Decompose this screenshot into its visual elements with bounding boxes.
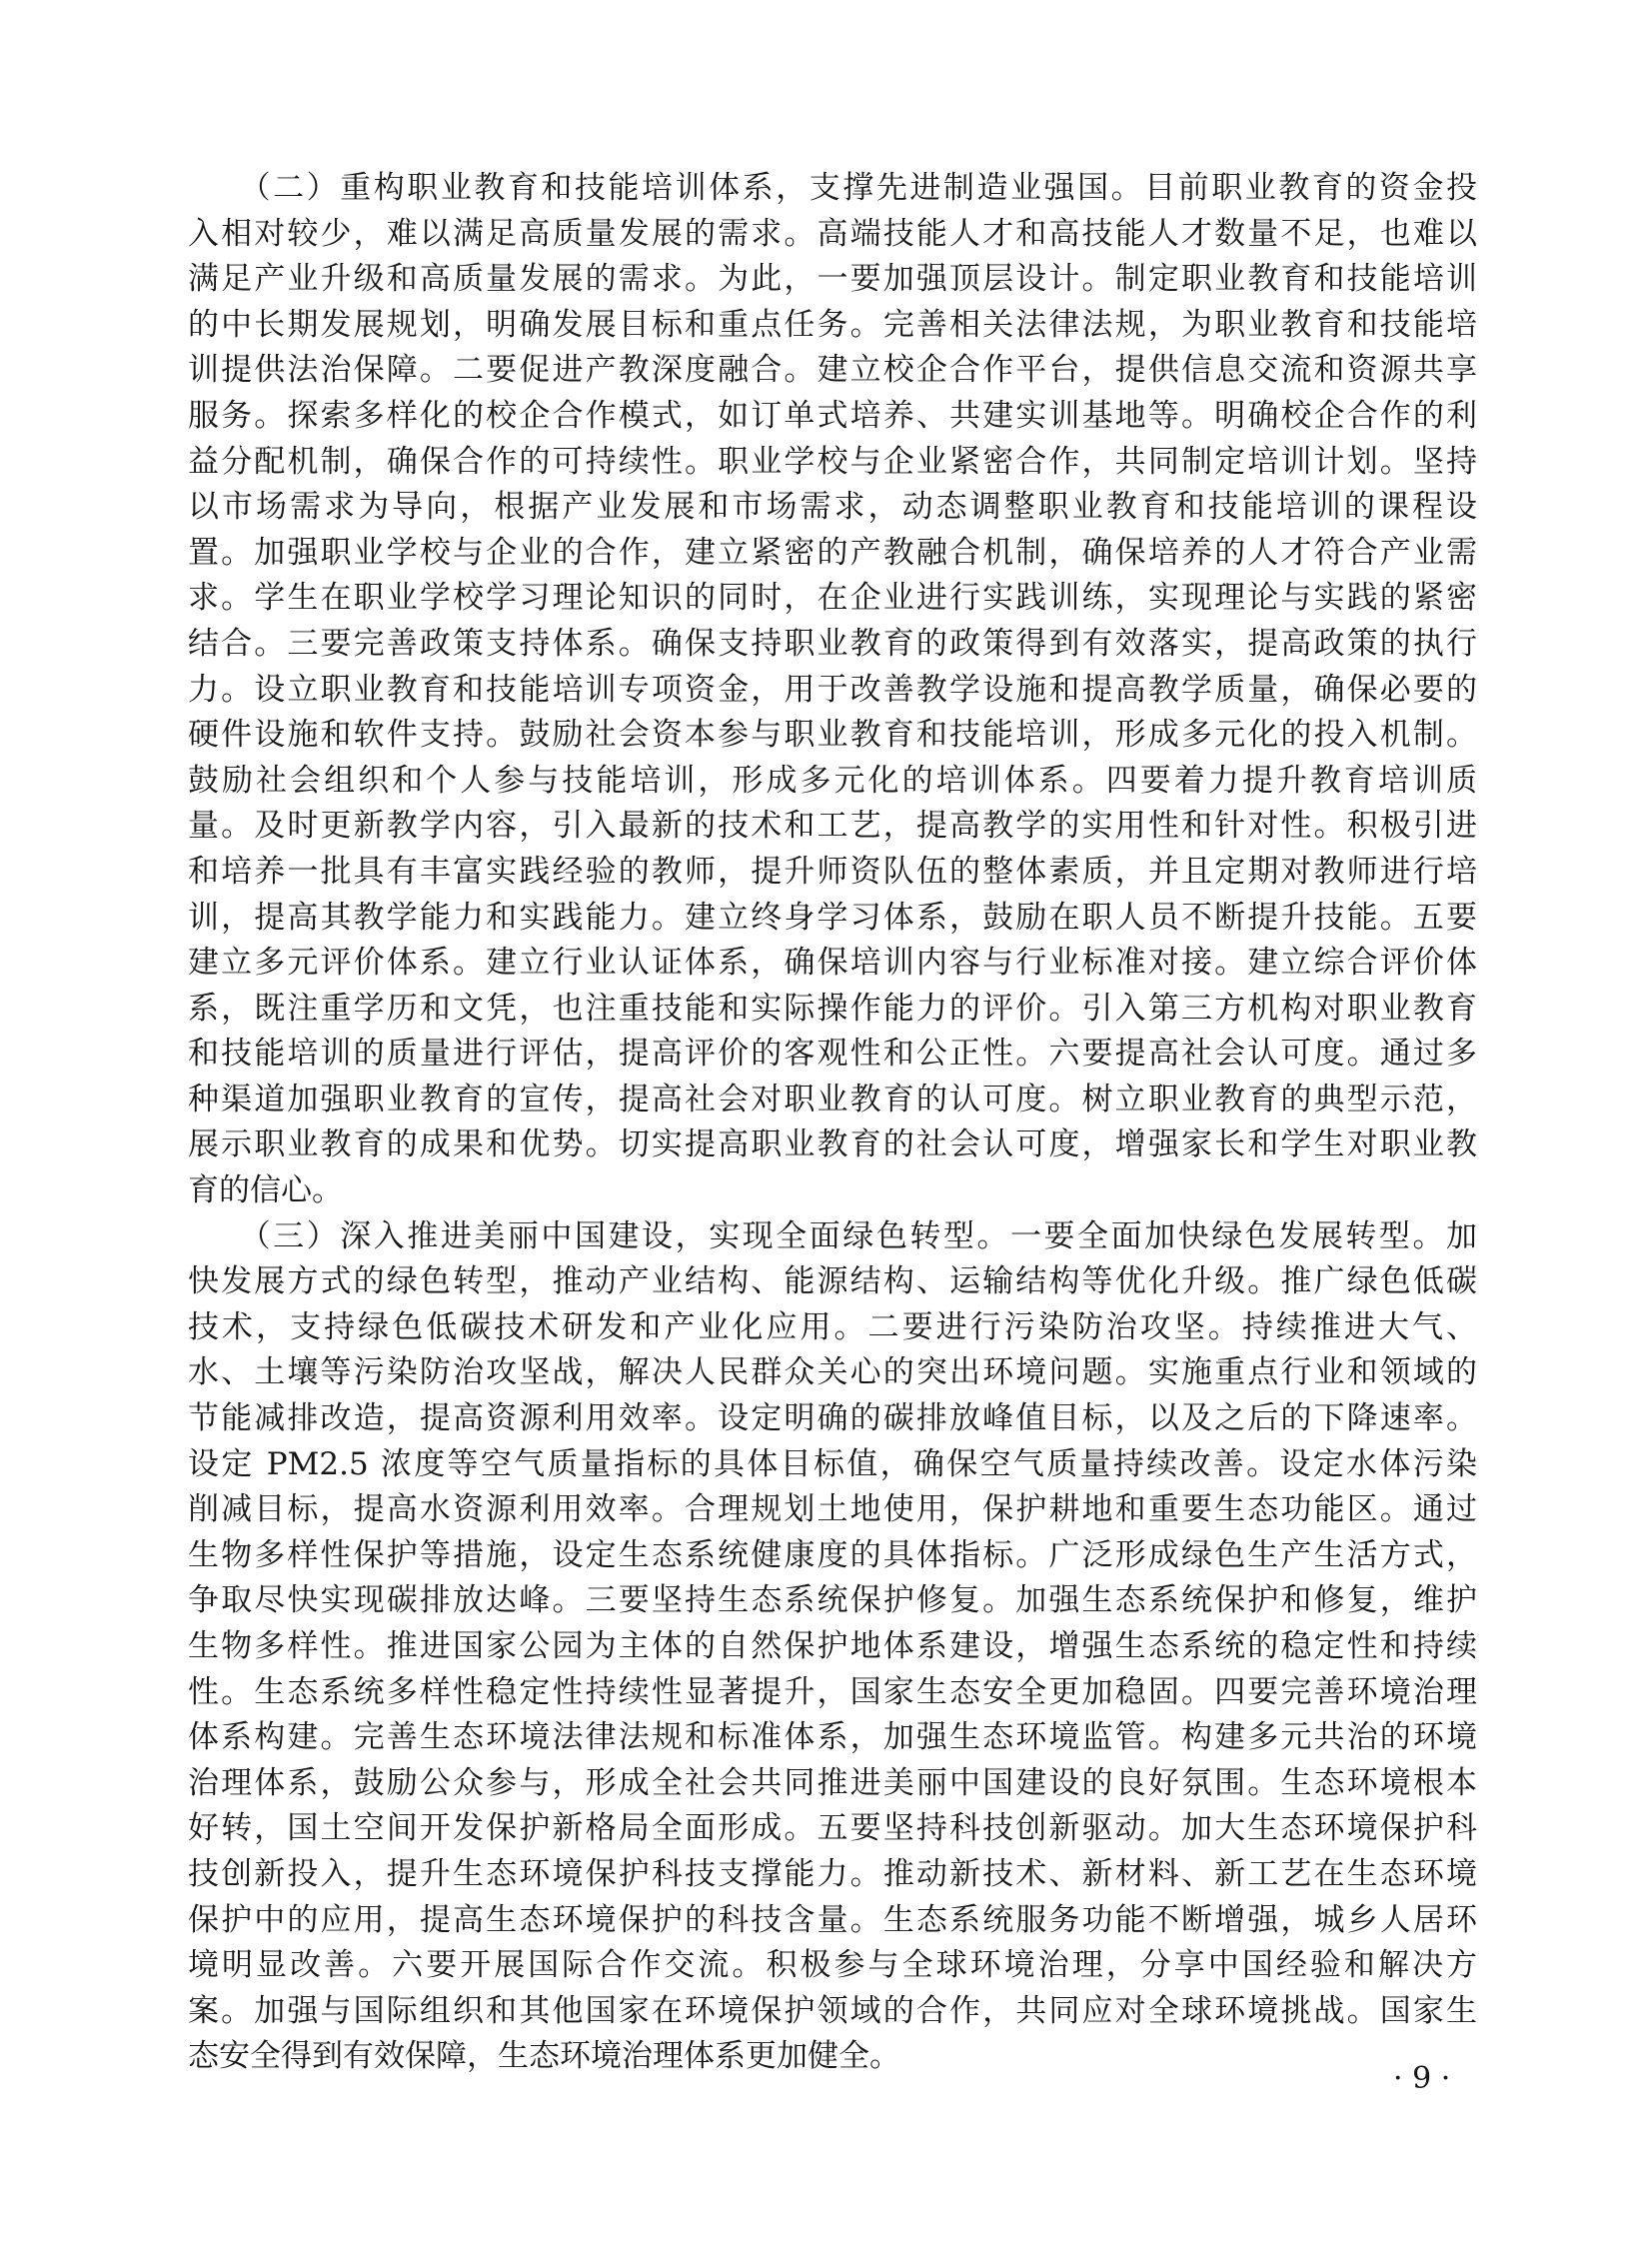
- text-line: 力。设立职业教育和技能培训专项资金，用于改善教学设施和提高教学质量，确保必要的: [188, 671, 1477, 708]
- text-line: 好转，国土空间开发保护新格局全面形成。五要坚持科技创新驱动。加大生态环境保护科: [188, 1810, 1477, 1847]
- text-line: 建立多元评价体系。建立行业认证体系，确保培训内容与行业标准对接。建立综合评价体: [188, 945, 1477, 982]
- text-line: 体系构建。完善生态环境法律法规和标准体系，加强生态环境监管。构建多元共治的环境: [188, 1719, 1477, 1756]
- text-line: 展示职业教育的成果和优势。切实提高职业教育的社会认可度，增强家长和学生对职业教: [188, 1126, 1477, 1163]
- text-line: 水、土壤等污染防治攻坚战，解决人民群众关心的突出环境问题。实施重点行业和领域的: [188, 1354, 1477, 1391]
- text-line: （三）深入推进美丽中国建设，实现全面绿色转型。一要全面加快绿色发展转型。加: [188, 1217, 1477, 1254]
- text-line: 系，既注重学历和文凭，也注重技能和实际操作能力的评价。引入第三方机构对职业教育: [188, 990, 1477, 1027]
- text-line: 生物多样性保护等措施，设定生态系统健康度的具体指标。广泛形成绿色生产生活方式，: [188, 1536, 1477, 1573]
- text-line: 满足产业升级和高质量发展的需求。为此，一要加强顶层设计。制定职业教育和技能培训: [188, 261, 1477, 298]
- text-line: 育的信心。: [188, 1172, 343, 1209]
- text-line: 设定 PM2.5 浓度等空气质量指标的具体目标值，确保空气质量持续改善。设定水体污染: [188, 1445, 1477, 1482]
- text-line: 案。加强与国际组织和其他国家在环境保护领域的合作，共同应对全球环境挑战。国家生: [188, 1992, 1477, 2029]
- text-line: 以市场需求为导向，根据产业发展和市场需求，动态调整职业教育和技能培训的课程设: [188, 489, 1477, 526]
- text-line: （二）重构职业教育和技能培训体系，支撑先进制造业强国。目前职业教育的资金投: [188, 170, 1477, 206]
- text-line: 生物多样性。推进国家公园为主体的自然保护地体系建设，增强生态系统的稳定性和持续: [188, 1628, 1477, 1664]
- text-line: 的中长期发展规划，明确发展目标和重点任务。完善相关法律法规，为职业教育和技能培: [188, 306, 1477, 343]
- text-line: 硬件设施和软件支持。鼓励社会资本参与职业教育和技能培训，形成多元化的投入机制。: [188, 717, 1477, 754]
- text-line: 结合。三要完善政策支持体系。确保支持职业教育的政策得到有效落实，提高政策的执行: [188, 625, 1477, 662]
- text-line: 服务。探索多样化的校企合作模式，如订单式培养、共建实训基地等。明确校企合作的利: [188, 397, 1477, 434]
- text-line: 求。学生在职业学校学习理论知识的同时，在企业进行实践训练，实现理论与实践的紧密: [188, 580, 1477, 617]
- text-line: 置。加强职业学校与企业的合作，建立紧密的产教融合机制，确保培养的人才符合产业需: [188, 534, 1477, 571]
- text-line: 益分配机制，确保合作的可持续性。职业学校与企业紧密合作，共同制定培训计划。坚持: [188, 443, 1477, 480]
- text-line: 和培养一批具有丰富实践经验的教师，提升师资队伍的整体素质，并且定期对教师进行培: [188, 853, 1477, 890]
- text-line: 入相对较少，难以满足高质量发展的需求。高端技能人才和高技能人才数量不足，也难以: [188, 215, 1477, 252]
- text-line: 和技能培训的质量进行评估，提高评价的客观性和公正性。六要提高社会认可度。通过多: [188, 1036, 1477, 1073]
- paragraph-beautiful-china: [188, 1214, 1477, 2080]
- text-line: 训，提高其教学能力和实践能力。建立终身学习体系，鼓励在职人员不断提升技能。五要: [188, 899, 1477, 936]
- text-line: 治理体系，鼓励公众参与，形成全社会共同推进美丽中国建设的良好氛围。生态环境根本: [188, 1764, 1477, 1801]
- text-line: 节能减排改造，提高资源利用效率。设定明确的碳排放峰值目标，以及之后的下降速率。: [188, 1400, 1477, 1437]
- page-number: · 9 ·: [1393, 2061, 1451, 2096]
- paragraph-vocational-education: [188, 166, 1477, 1214]
- text-line: 技术，支持绿色低碳技术研发和产业化应用。二要进行污染防治攻坚。持续推进大气、: [188, 1308, 1477, 1345]
- text-line: 削减目标，提高水资源利用效率。合理规划土地使用，保护耕地和重要生态功能区。通过: [188, 1491, 1477, 1528]
- text-line: 态安全得到有效保障，生态环境治理体系更加健全。: [188, 2038, 900, 2075]
- page-body: [188, 166, 1477, 2080]
- text-line: 争取尽快实现碳排放达峰。三要坚持生态系统保护修复。加强生态系统保护和修复，维护: [188, 1582, 1477, 1619]
- text-line: 训提供法治保障。二要促进产教深度融合。建立校企合作平台，提供信息交流和资源共享: [188, 352, 1477, 389]
- text-line: 境明显改善。六要开展国际合作交流。积极参与全球环境治理，分享中国经验和解决方: [188, 1947, 1477, 1984]
- text-line: 保护中的应用，提高生态环境保护的科技含量。生态系统服务功能不断增强，城乡人居环: [188, 1901, 1477, 1938]
- text-line: 种渠道加强职业教育的宣传，提高社会对职业教育的认可度。树立职业教育的典型示范，: [188, 1081, 1477, 1118]
- text-line: 性。生态系统多样性稳定性持续性显著提升，国家生态安全更加稳固。四要完善环境治理: [188, 1673, 1477, 1710]
- text-line: 快发展方式的绿色转型，推动产业结构、能源结构、运输结构等优化升级。推广绿色低碳: [188, 1263, 1477, 1300]
- text-line: 量。及时更新教学内容，引入最新的技术和工艺，提高教学的实用性和针对性。积极引进: [188, 808, 1477, 845]
- text-line: 鼓励社会组织和个人参与技能培训，形成多元化的培训体系。四要着力提升教育培训质: [188, 762, 1477, 799]
- text-line: 技创新投入，提升生态环境保护科技支撑能力。推动新技术、新材料、新工艺在生态环境: [188, 1855, 1477, 1892]
